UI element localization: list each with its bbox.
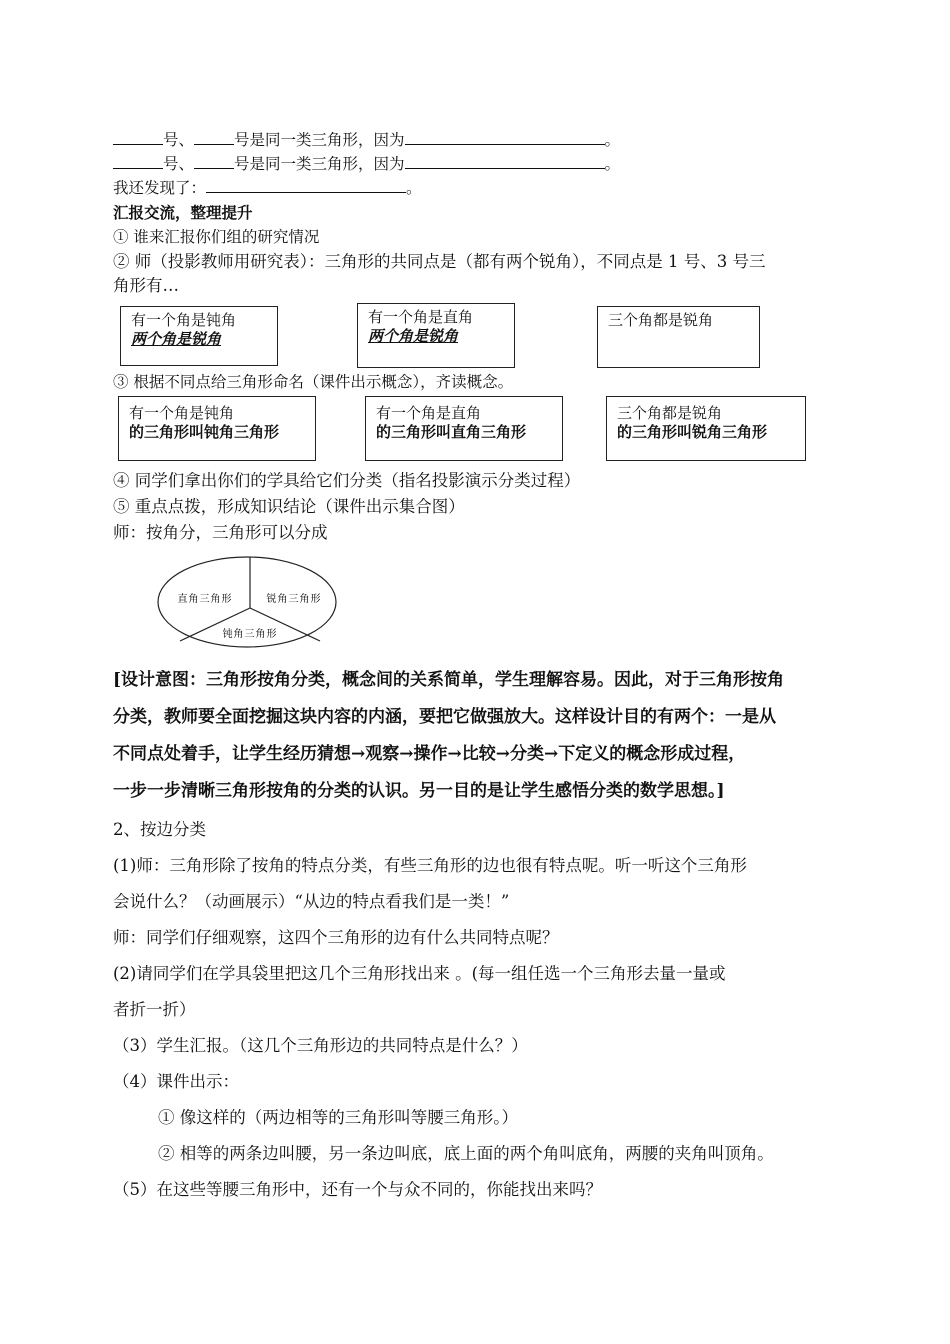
paragraph-line: (1)师：三角形除了按角的特点分类，有些三角形的边也很有特点呢。听一听这个三角形 [113,856,747,875]
section-heading: 汇报交流，整理提升 [113,203,253,222]
fill-text: 号是同一类三角形，因为 [234,155,405,173]
paragraph-line: (2)请同学们在学具袋里把这几个三角形找出来 。(每一组任选一个三角形去量一量或 [113,964,726,983]
blank[interactable] [113,130,163,145]
feature-box-acute [597,306,760,368]
blank[interactable] [113,154,163,169]
box-line: 有一个角是钝角 [131,311,237,329]
teacher-line: 师：按角分，三角形可以分成 [113,523,328,542]
design-intent-line: 分类，教师要全面挖掘这块内容的内涵，要把它做强放大。这样设计目的有两个：一是从 [113,707,776,727]
design-intent [113,662,843,810]
step-2-line1: ② 师（投影教师用研究表）：三角形的共同点是（都有两个锐角），不同点是 1 号、3 号三 [113,252,766,271]
paragraph-line: （4）课件出示： [113,1072,239,1091]
box-line: 两个角是锐角 [131,330,222,348]
paragraph-line: ② 相等的两条边叫腰，另一条边叫底，底上面的两个角叫底角，两腰的夹角叫顶角。 [158,1144,774,1163]
feature-box-obtuse [120,306,278,366]
box-line: 有一个角是钝角 [129,404,235,422]
paragraph-line: ① 像这样的（两边相等的三角形叫等腰三角形。） [158,1108,518,1127]
section-2 [113,812,853,1208]
fill-line-1 [113,128,620,152]
fill-text: 号、 [163,155,195,173]
box-line: 的三角形叫锐角三角形 [617,423,768,441]
step-2-line2: 角形有… [113,276,179,295]
step-4: ④ 同学们拿出你们的学具给它们分类（指名投影演示分类过程） [113,471,581,490]
box-line: 两个角是锐角 [368,327,459,345]
also-found-label: 我还发现了： [113,179,207,197]
fill-text: 号是同一类三角形，因为 [234,131,405,149]
paragraph-line: 者折一折） [113,1000,196,1019]
diagram-label-bottom: 钝角三角形 [222,629,278,640]
box-line: 有一个角是直角 [376,404,482,422]
concept-box-right [365,396,563,461]
box-line: 有一个角是直角 [368,308,474,326]
diagram-label-left: 直角三角形 [177,594,233,605]
blank[interactable] [405,130,605,145]
step-3: ③ 根据不同点给三角形命名（课件出示概念），齐读概念。 [113,373,514,391]
diagram-label-right: 锐角三角形 [266,594,322,605]
box-line: 的三角形叫钝角三角形 [129,423,280,441]
fill-line-2 [113,152,620,176]
also-found-end: 。 [406,179,422,197]
design-intent-line: [设计意图：三角形按角分类，概念间的关系简单，学生理解容易。因此，对于三角形按角 [113,670,785,690]
paragraph-line: （3）学生汇报。（这几个三角形边的共同特点是什么？） [113,1036,528,1055]
also-found-line [113,176,422,200]
feature-box-right [357,303,515,368]
blank[interactable] [194,154,234,169]
fill-end: 。 [604,131,621,149]
box-line: 三个角都是锐角 [608,311,714,329]
fill-text: 号、 [163,131,195,149]
blank[interactable] [206,178,406,193]
blank[interactable] [194,130,234,145]
design-intent-line: 不同点处着手，让学生经历猜想→观察→操作→比较→分类→下定义的概念形成过程， [113,744,746,764]
blank[interactable] [405,154,605,169]
design-intent-line: 一步一步清晰三角形按角的分类的认识。另一目的是让学生感悟分类的数学思想。] [113,781,725,801]
box-line: 三个角都是锐角 [617,404,723,422]
step-5: ⑤ 重点点拨，形成知识结论（课件出示集合图） [113,497,465,516]
box-line: 的三角形叫直角三角形 [376,423,527,441]
section-2-heading: 2、按边分类 [113,820,206,839]
classification-diagram [150,550,350,654]
fill-end: 。 [604,155,621,173]
paragraph-line: 师：同学们仔细观察，这四个三角形的边有什么共同特点呢？ [113,928,559,947]
step-1: ① 谁来汇报你们组的研究情况 [113,228,320,246]
concept-box-obtuse [118,396,316,461]
concept-box-acute [606,396,806,461]
paragraph-line: 会说什么？（动画展示）“从边的特点看我们是一类！” [113,892,510,911]
paragraph-line: （5）在这些等腰三角形中，还有一个与众不同的，你能找出来吗？ [113,1180,602,1199]
